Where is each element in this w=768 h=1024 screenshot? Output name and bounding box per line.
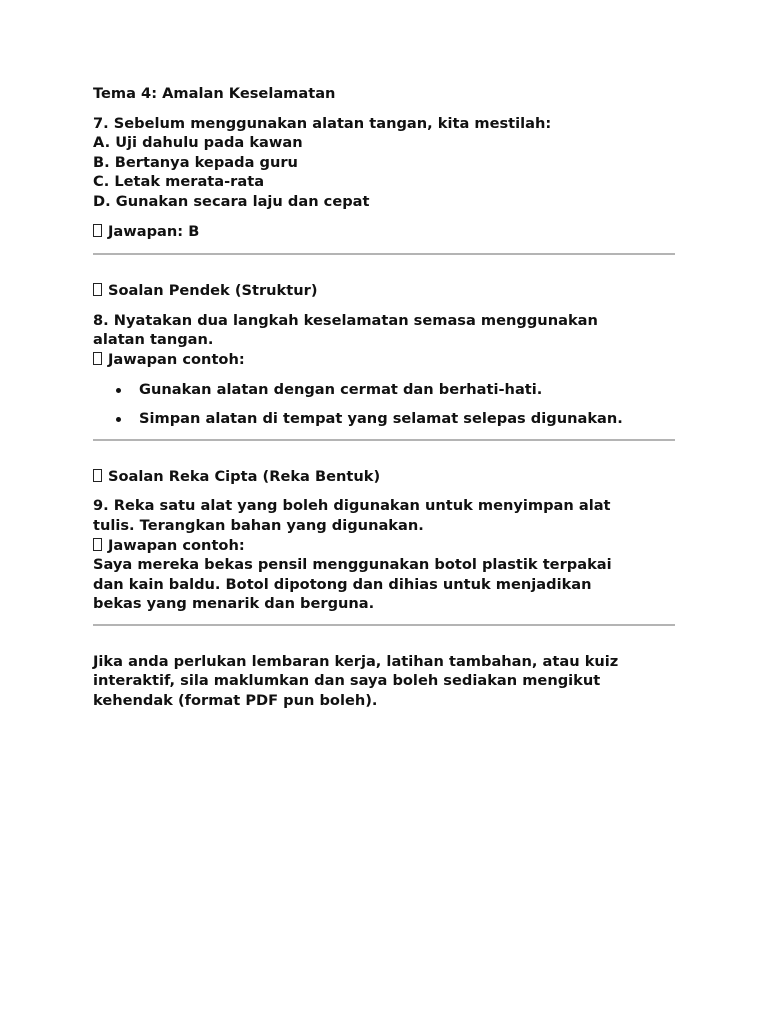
theme-title: Tema 4: Amalan Keselamatan [93,85,336,102]
option-a: A. Uji dahulu pada kawan [93,134,303,152]
option-d: D. Gunakan secara laju dan cepat [93,192,370,210]
design-section-heading [93,467,675,487]
option-c: C. Letak merata-rata [93,173,265,191]
question-9-line-2: tulis. Terangkan bahan yang digunakan. [93,516,424,534]
document-page [93,84,675,711]
closing-line-3: kehendak (format PDF pun boleh). [93,692,378,710]
option-b: B. Bertanya kepada guru [93,153,298,171]
list-item [93,409,675,429]
missing-glyph-icon [93,283,102,296]
closing-line-2: interaktif, sila maklumkan dan saya boleh sediakan mengikut [93,672,601,690]
question-9-line-1: 9. Reka satu alat yang boleh digunakan untuk menyimpan alat [93,497,611,515]
answer-8-label [93,350,675,370]
answer-8-list [93,380,675,429]
question-8-line-2: alatan tangan. [93,331,214,349]
answer-9-label [93,536,675,556]
question-7-answer [93,222,675,242]
list-item-text: Gunakan alatan dengan cermat dan berhati-hati. [139,380,543,398]
missing-glyph-icon [93,352,102,365]
answer-9-line-3: bekas yang menarik dan berguna. [93,595,375,613]
answer-9-line-1: Saya mereka bekas pensil menggunakan botol plastik terpakai [93,556,612,574]
answer-9-line-2: dan kain baldu. Botol dipotong dan dihias untuk menjadikan [93,575,592,593]
short-section-heading [93,281,675,301]
question-8-line-1: 8. Nyatakan dua langkah keselamatan semasa menggunakan [93,311,598,329]
bullet-icon [116,417,121,422]
bullet-icon [116,388,121,393]
answer-8-label-text: Jawapan contoh: [108,350,245,368]
question-7 [93,114,675,212]
missing-glyph-icon [93,224,102,237]
closing-paragraph [93,652,675,711]
question-7-text: 7. Sebelum menggunakan alatan tangan, kita mestilah: [93,114,552,132]
question-8 [93,311,675,370]
answer-9-label-text: Jawapan contoh: [108,536,245,554]
closing-line-1: Jika anda perlukan lembaran kerja, latihan tambahan, atau kuiz [93,652,619,670]
question-9 [93,496,675,614]
missing-glyph-icon [93,469,102,482]
answer-7-text: Jawapan: B [108,222,200,240]
list-item [93,380,675,400]
list-item-text: Simpan alatan di tempat yang selamat selepas digunakan. [139,410,623,428]
missing-glyph-icon [93,538,102,551]
design-section-heading-text: Soalan Reka Cipta (Reka Bentuk) [108,467,381,485]
short-section-heading-text: Soalan Pendek (Struktur) [108,282,318,300]
